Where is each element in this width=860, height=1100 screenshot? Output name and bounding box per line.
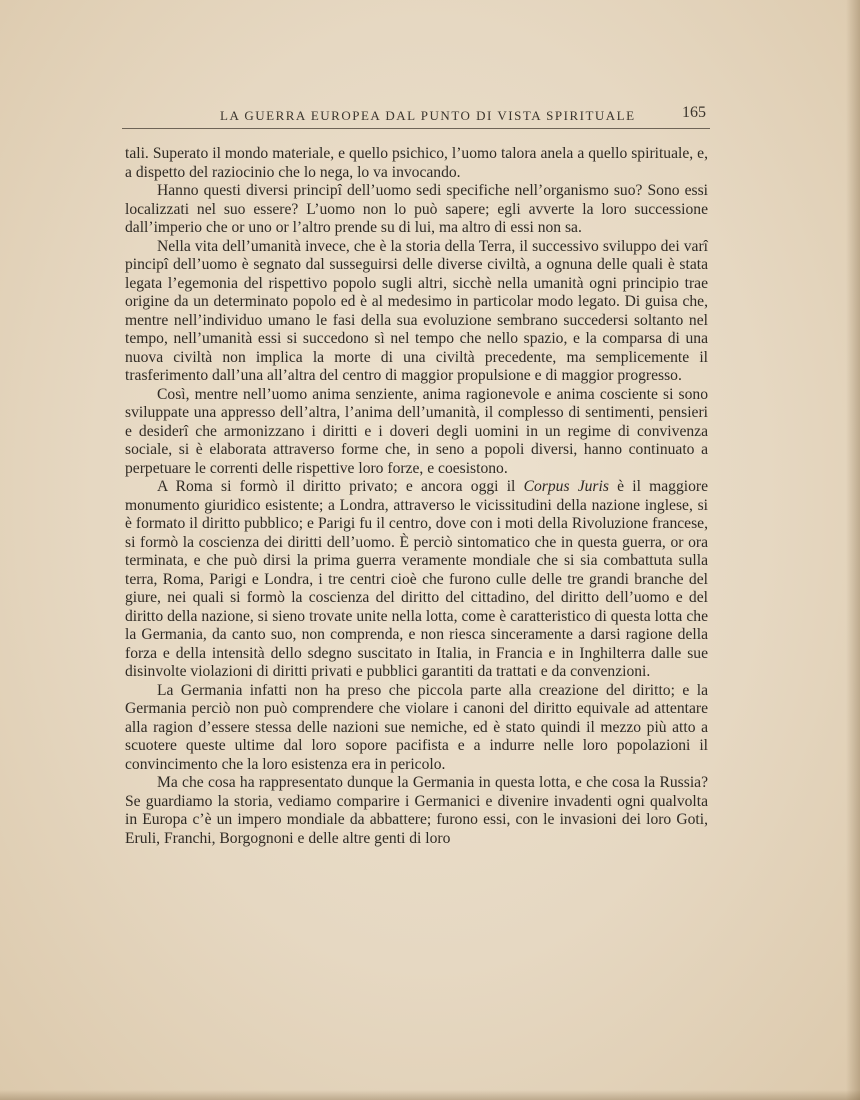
running-head [122,104,710,128]
paragraph-2: Hanno questi diversi principî dell’uomo sedi specifiche nell’organismo suo? Sono essi localizzati nel suo essere? L’uomo non lo può sapere; egli avverte la loro successione dall’imperio che or uno or l’altro prende su di lui, ma altro di essi non sa. [125,182,708,236]
paragraph-1: tali. Superato il mondo materiale, e quello psichico, l’uomo talora anela a quello spirituale, e, a dispetto del raziocinio che lo nega, lo va invocando. [125,145,708,181]
body-text [125,145,708,848]
page-number: 165 [682,104,706,121]
paragraph-7: Ma che cosa ha rappresentato dunque la Germania in questa lotta, e che cosa la Russia? Se guardiamo la storia, vediamo comparire i Germanici e divenire invadenti ogni qualvolta in Europa c’è un impero mondiale da abbattere; furono essi, con le invasioni dei loro Goti, Eruli, Franchi, Borgognoni e delle altre genti di loro [125,774,708,847]
paragraph-5: A Roma si formò il diritto privato; e ancora oggi il Corpus Juris è il maggiore monumento giuridico esistente; a Londra, attraverso le vicissitudini della nazione inglese, si è formato il diritto pubblico; e Parigi fu il centro, dove con i moti della Rivoluzione francese, si formò la coscienza dei diritti dell’uomo. È perciò sintomatico che in questa guerra, or ora terminata, e che può dirsi la prima guerra veramente mondiale che si sia combattuta sulla terra, Roma, Parigi e Londra, i tre centri cioè che furono culle delle tre grandi branche del giure, nei quali si formò la coscienza del diritto del cittadino, del diritto dell’uomo e del diritto della nazione, si sieno trovate unite nella lotta, come è caratteristico di questa lotta che la Germania, da canto suo, non comprenda, e non riesca sinceramente a darsi ragione della forza e della intensità dello sdegno suscitato in Italia, in Francia e in Inghilterra dalle sue disinvolte violazioni di diritti privati e pubblici garantiti da trattati e da convenzioni. [125,478,709,680]
paragraph-6: La Germania infatti non ha preso che piccola parte alla creazione del diritto; e la Germania perciò non può comprendere che violare i canoni del diritto equivale ad attentare alla ragion d’essere stessa delle nazioni sue nemiche, ed è stato quindi il mezzo più atto a scuotere queste ultime dal loro sopore pacifista e a indurre nelle loro popolazioni il convincimento che la loro esistenza era in pericolo. [125,681,708,773]
paragraph-4: Così, mentre nell’uomo anima senziente, anima ragionevole e anima cosciente si sono sviluppate una appresso dell’altra, l’anima dell’umanità, il complesso di sentimenti, pensieri e desiderî che armonizzano i diritti e i doveri degli uomini in un regime di convivenza sociale, si è elaborata attraverso forme che, in seno a popoli diversi, hanno continuato a perpetuare le correnti delle rispettive loro forze, e coesistono. [125,385,708,477]
running-title: LA GUERRA EUROPEA DAL PUNTO DI VISTA SPIRITUALE [220,108,636,123]
header-rule [122,128,710,129]
paragraph-3: Nella vita dell’umanità invece, che è la storia della Terra, il successivo sviluppo dei varî pincipî dell’uomo è segnato dal susseguirsi delle diverse civiltà, a ognuna delle quali è stata legata l’egemonia del rispettivo popolo sugli altri, sicchè nella umanità ogni principio trae origine da un determinato popolo ed è al medesimo in particolar modo legato. Di guisa che, mentre nell’individuo umano le fasi della sua evoluzione sembrano succedersi soltanto nel tempo, nell’umanità essi si succedono sì nel tempo che nello spazio, e la comparsa di una nuova civiltà non implica la morte di una civiltà precedente, ma semplicemente il trasferimento dall’una all’altra del centro di maggior propulsione e di maggior progresso. [125,237,708,384]
italic-phrase: Corpus Juris [523,478,609,495]
page-right-edge [846,0,860,1100]
page-bottom-edge [0,1090,860,1100]
